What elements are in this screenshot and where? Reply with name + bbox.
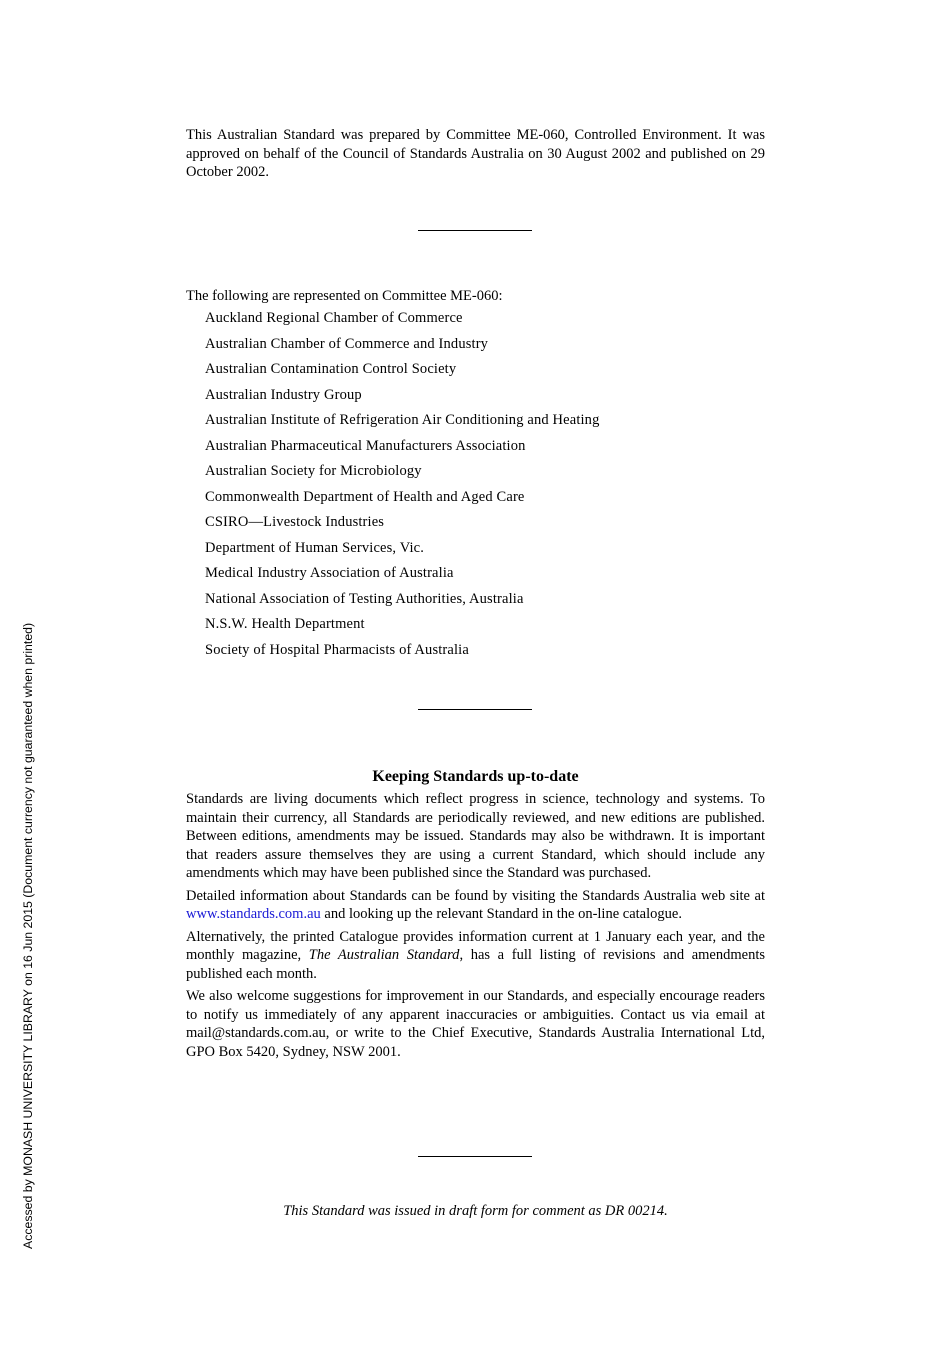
committee-member: Auckland Regional Chamber of Commerce xyxy=(205,310,463,326)
keeping-paragraph-3 xyxy=(186,928,765,984)
paragraph-text: , has a full listing of revisions and amendments published each month. xyxy=(186,947,765,982)
committee-member: N.S.W. Health Department xyxy=(205,616,365,632)
keeping-paragraph-4: We also welcome suggestions for improvement in our Standards, and especially encourage readers to notify us immediately of any apparent inaccuracies or ambiguities. Contact us via email at mail@standards.com.au, or write to the Chief Executive, Standards Australia International Ltd, GPO Box 5420, Sydney, NSW 2001. xyxy=(186,988,765,1060)
committee-member: Australian Contamination Control Society xyxy=(205,361,457,377)
committee-member: Department of Human Services, Vic. xyxy=(205,539,424,556)
keeping-paragraph-1: Standards are living documents which reflect progress in science, technology and systems. To maintain their currency, all Standards are periodically reviewed, and new editions are published. Between editions, amendments may be issued. Standards may also be withdrawn. It is important that readers assure themselves they are using a current Standard, which should include any amendments which may have been published since the Standard was purchased. xyxy=(186,791,765,881)
committee-member: Australian Pharmaceutical Manufacturers Association xyxy=(205,437,526,454)
committee-member: Australian Industry Group xyxy=(205,386,362,403)
access-stamp: Accessed by MONASH UNIVERSITY LIBRARY on 16 Jun 2015 (Document currency not guaranteed when printed) xyxy=(21,622,35,1249)
standards-website-link[interactable]: www.standards.com.au xyxy=(186,906,321,922)
committee-member: Australian Chamber of Commerce and Industry xyxy=(205,335,489,352)
magazine-title: The Australian Standard xyxy=(308,947,460,963)
keeping-paragraph-2 xyxy=(186,887,765,924)
draft-note: This Standard was issued in draft form for comment as DR 00214. xyxy=(283,1203,668,1219)
committee-intro: The following are represented on Committee ME-060: xyxy=(186,288,503,304)
section-divider xyxy=(418,709,532,710)
section-divider xyxy=(418,1156,532,1157)
committee-member: Australian Institute of Refrigeration Air Conditioning and Heating xyxy=(205,412,600,428)
paragraph-text: Detailed information about Standards can be found by visiting the Standards Australia web site at xyxy=(186,887,765,904)
committee-member: Commonwealth Department of Health and Aged Care xyxy=(205,488,525,505)
keeping-standards-section xyxy=(186,767,765,1065)
committee-member: Australian Society for Microbiology xyxy=(205,463,422,479)
committee-member: CSIRO—Livestock Industries xyxy=(205,514,385,530)
section-heading: Keeping Standards up-to-date xyxy=(372,768,579,785)
committee-block xyxy=(186,286,786,663)
paragraph-text: Alternatively, the printed Catalogue provides information current at 1 January each year, and the monthly magazine, xyxy=(186,928,765,963)
paragraph-text: and looking up the relevant Standard in the on-line catalogue. xyxy=(320,906,682,922)
committee-member: Medical Industry Association of Australia xyxy=(205,565,454,581)
section-divider xyxy=(418,230,532,231)
committee-member: Society of Hospital Pharmacists of Australia xyxy=(205,641,469,658)
committee-member: National Association of Testing Authorities, Australia xyxy=(205,590,524,607)
committee-member-list xyxy=(186,306,786,663)
preamble-block xyxy=(186,126,765,182)
preamble-text: This Australian Standard was prepared by Committee ME-060, Controlled Environment. It was approved on behalf of the Council of Standards Australia on 30 August 2002 and published on 29 October 2002. xyxy=(186,127,765,180)
